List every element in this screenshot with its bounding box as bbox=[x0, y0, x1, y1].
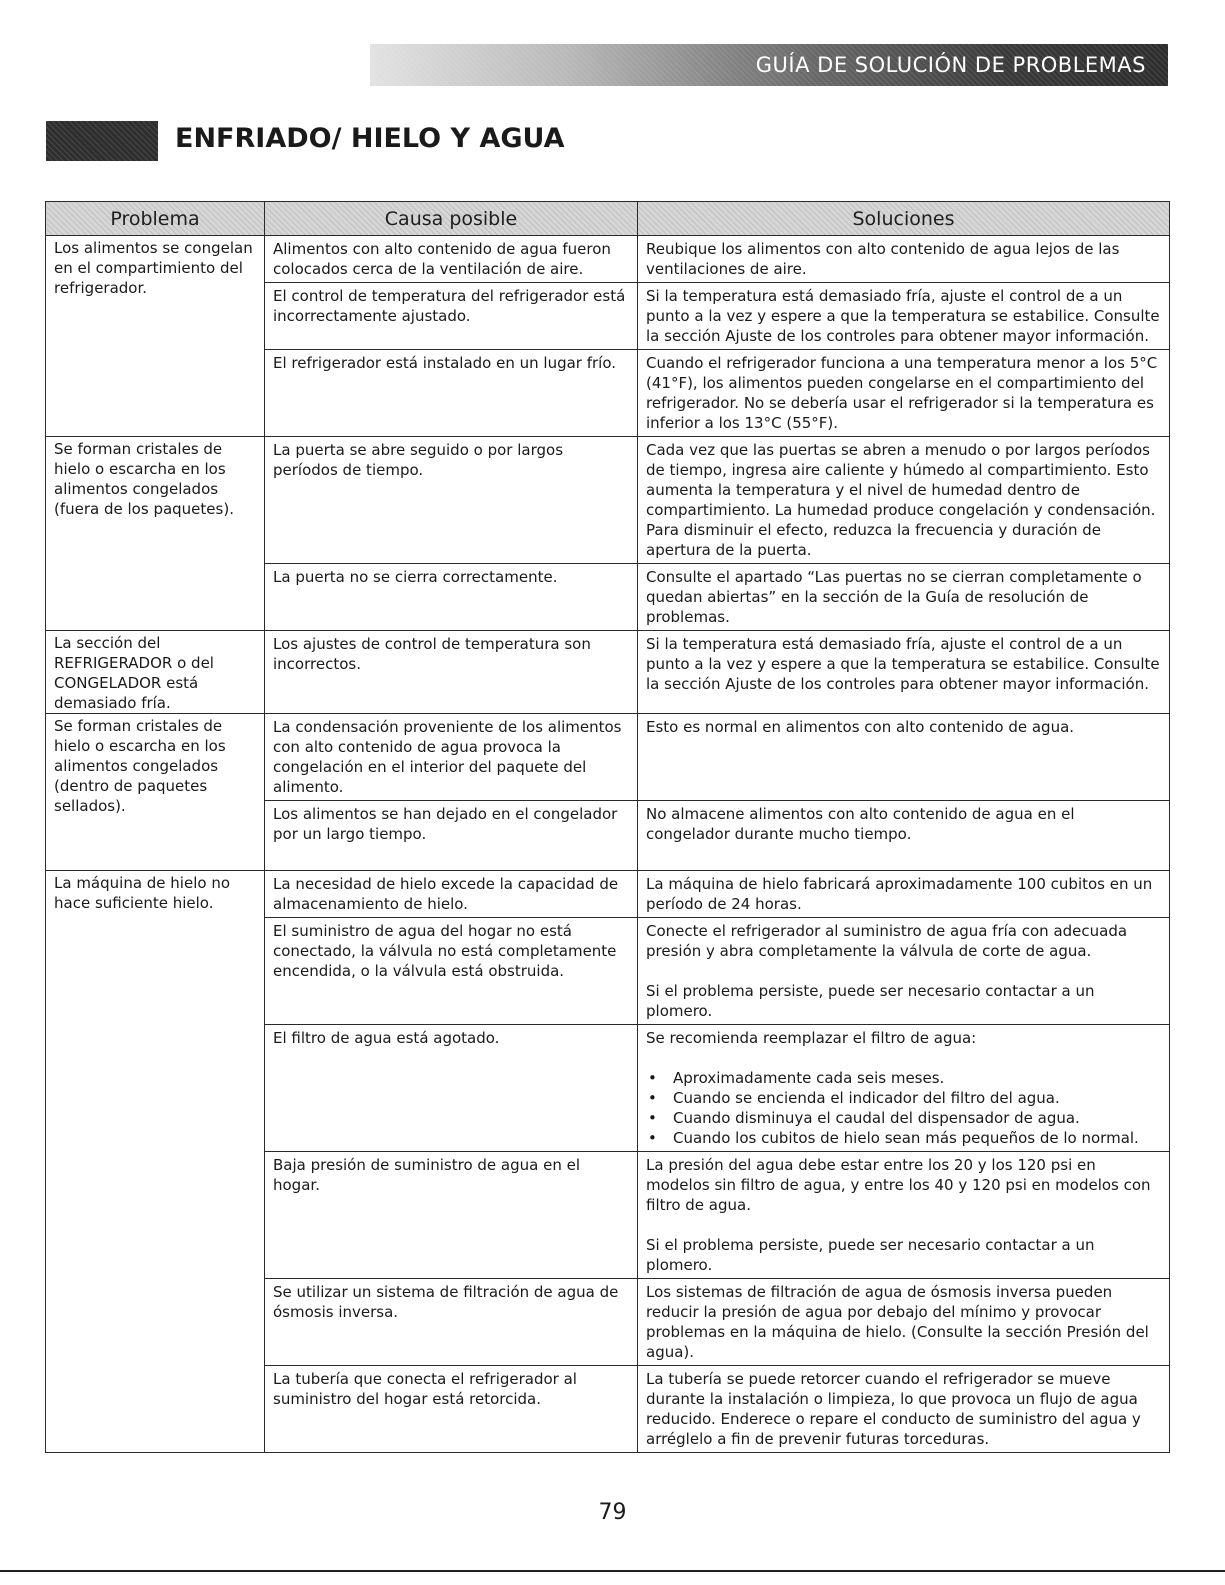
paragraph-spacer bbox=[646, 961, 1163, 981]
troubleshooting-table bbox=[45, 201, 1170, 1453]
problem-cell: Se forman cristales de hielo o escarcha en los alimentos congelados (fuera de los paquetes). bbox=[46, 437, 265, 631]
cause-cell: Alimentos con alto contenido de agua fueron colocados cerca de la ventilación de aire. bbox=[265, 236, 638, 283]
solution-paragraph: Consulte el apartado “Las puertas no se cierran completamente o quedan abiertas” en la sección de la Guía de resolución de problemas. bbox=[646, 568, 1142, 626]
bullet-item: • Cuando disminuya el caudal del dispensador de agua. bbox=[646, 1108, 1163, 1128]
solution-cell bbox=[638, 283, 1170, 350]
paragraph-spacer bbox=[646, 1215, 1163, 1235]
cause-cell: El filtro de agua está agotado. bbox=[265, 1025, 638, 1152]
solution-cell bbox=[638, 1366, 1170, 1453]
solution-paragraph: Si la temperatura está demasiado fría, ajuste el control de a un punto a la vez y espere a que la temperatura se estabilice. Consulte la sección Ajuste de los controles para obtener mayor información. bbox=[646, 287, 1160, 345]
cause-cell: La condensación proveniente de los alimentos con alto contenido de agua provoca la congelación en el interior del paquete del alimento. bbox=[265, 714, 638, 801]
solution-paragraph: Conecte el refrigerador al suministro de agua fría con adecuada presión y abra completamente la válvula de corte de agua. bbox=[646, 922, 1128, 960]
solution-paragraph: Si el problema persiste, puede ser necesario contactar a un plomero. bbox=[646, 982, 1095, 1020]
cause-cell: Los ajustes de control de temperatura son incorrectos. bbox=[265, 631, 638, 714]
banner-title: GUÍA DE SOLUCIÓN DE PROBLEMAS bbox=[755, 53, 1146, 77]
cause-cell: Los alimentos se han dejado en el congelador por un largo tiempo. bbox=[265, 801, 638, 871]
solution-cell bbox=[638, 1279, 1170, 1366]
cause-cell: La necesidad de hielo excede la capacidad de almacenamiento de hielo. bbox=[265, 871, 638, 918]
problem-cell: Los alimentos se congelan en el compartimiento del refrigerador. bbox=[46, 236, 265, 437]
solution-cell bbox=[638, 918, 1170, 1025]
table-row bbox=[46, 871, 1170, 918]
cause-cell: Baja presión de suministro de agua en el hogar. bbox=[265, 1152, 638, 1279]
cause-cell: La tubería que conecta el refrigerador al suministro del hogar está retorcida. bbox=[265, 1366, 638, 1453]
bullet-item: • Cuando se encienda el indicador del filtro del agua. bbox=[646, 1088, 1163, 1108]
solution-paragraph: No almacene alimentos con alto contenido de agua en el congelador durante mucho tiempo. bbox=[646, 805, 1075, 843]
bullet-list bbox=[646, 1068, 1163, 1148]
solution-paragraph: Cuando el refrigerador funciona a una temperatura menor a los 5°C (41°F), los alimentos pueden congelarse en el compartimiento del refrigerador. No se debería usar el refrigerador si la temperatura es inferior a los 13°C (55°F). bbox=[646, 354, 1158, 432]
solution-paragraph: Cada vez que las puertas se abren a menudo o por largos períodos de tiempo, ingresa aire caliente y húmedo al compartimiento. Esto aumenta la temperatura y el nivel de humedad dentro de compartimiento. La humedad produce congelación y condensación. Para disminuir el efecto, reduzca la frecuencia y duración de apertura de la puerta. bbox=[646, 441, 1156, 559]
solution-cell bbox=[638, 350, 1170, 437]
section-marker bbox=[46, 121, 158, 161]
cause-cell: El suministro de agua del hogar no está conectado, la válvula no está completamente encendida, o la válvula está obstruida. bbox=[265, 918, 638, 1025]
table-row bbox=[46, 437, 1170, 564]
solution-cell bbox=[638, 437, 1170, 564]
cause-cell: El refrigerador está instalado en un lugar frío. bbox=[265, 350, 638, 437]
solution-paragraph: La presión del agua debe estar entre los 20 y los 120 psi en modelos sin filtro de agua, y entre los 40 y 120 psi en modelos con filtro de agua. bbox=[646, 1156, 1151, 1214]
cause-cell: La puerta no se cierra correctamente. bbox=[265, 564, 638, 631]
header-cause: Causa posible bbox=[265, 202, 638, 236]
solution-cell bbox=[638, 631, 1170, 714]
solution-cell bbox=[638, 1152, 1170, 1279]
paragraph-spacer bbox=[646, 1048, 1163, 1068]
solution-cell bbox=[638, 236, 1170, 283]
solution-paragraph: Se recomienda reemplazar el filtro de agua: bbox=[646, 1029, 977, 1047]
table-row bbox=[46, 236, 1170, 283]
solution-paragraph: Los sistemas de filtración de agua de ósmosis inversa pueden reducir la presión de agua por debajo del mínimo y provocar problemas en la máquina de hielo. (Consulte la sección Presión del agua). bbox=[646, 1283, 1149, 1361]
bottom-rule bbox=[0, 1570, 1225, 1572]
solution-paragraph: Esto es normal en alimentos con alto contenido de agua. bbox=[646, 718, 1075, 736]
solution-paragraph: Reubique los alimentos con alto contenido de agua lejos de las ventilaciones de aire. bbox=[646, 240, 1120, 278]
header-banner bbox=[370, 44, 1168, 86]
cause-cell: El control de temperatura del refrigerador está incorrectamente ajustado. bbox=[265, 283, 638, 350]
table-header-row bbox=[46, 202, 1170, 236]
solution-paragraph: Si el problema persiste, puede ser necesario contactar a un plomero. bbox=[646, 1236, 1095, 1274]
header-problem: Problema bbox=[46, 202, 265, 236]
solution-cell bbox=[638, 564, 1170, 631]
page-number: 79 bbox=[598, 1500, 627, 1525]
bullet-item: • Cuando los cubitos de hielo sean más pequeños de lo normal. bbox=[646, 1128, 1163, 1148]
solution-paragraph: La tubería se puede retorcer cuando el refrigerador se mueve durante la instalación o limpieza, lo que provoca un flujo de agua reducido. Enderece o repare el conducto de suministro del agua y arréglelo a fin de prevenir futuras torceduras. bbox=[646, 1370, 1141, 1448]
solution-cell bbox=[638, 1025, 1170, 1152]
problem-cell: La máquina de hielo no hace suficiente hielo. bbox=[46, 871, 265, 1453]
solution-paragraph: La máquina de hielo fabricará aproximadamente 100 cubitos en un período de 24 horas. bbox=[646, 875, 1153, 913]
solution-cell bbox=[638, 714, 1170, 801]
problem-cell: Se forman cristales de hielo o escarcha en los alimentos congelados (dentro de paquetes sellados). bbox=[46, 714, 265, 871]
solution-paragraph: Si la temperatura está demasiado fría, ajuste el control de a un punto a la vez y espere a que la temperatura se estabilice. Consulte la sección Ajuste de los controles para obtener mayor información. bbox=[646, 635, 1160, 693]
problem-cell: La sección del REFRIGERADOR o del CONGELADOR está demasiado fría. bbox=[46, 631, 265, 714]
table-body bbox=[46, 236, 1170, 1453]
bullet-item: • Aproximadamente cada seis meses. bbox=[646, 1068, 1163, 1088]
section-title: ENFRIADO/ HIELO Y AGUA bbox=[175, 123, 565, 154]
solution-cell bbox=[638, 801, 1170, 871]
table-row bbox=[46, 631, 1170, 714]
header-solutions: Soluciones bbox=[638, 202, 1170, 236]
table-row bbox=[46, 714, 1170, 801]
solution-cell bbox=[638, 871, 1170, 918]
cause-cell: La puerta se abre seguido o por largos períodos de tiempo. bbox=[265, 437, 638, 564]
cause-cell: Se utilizar un sistema de filtración de agua de ósmosis inversa. bbox=[265, 1279, 638, 1366]
